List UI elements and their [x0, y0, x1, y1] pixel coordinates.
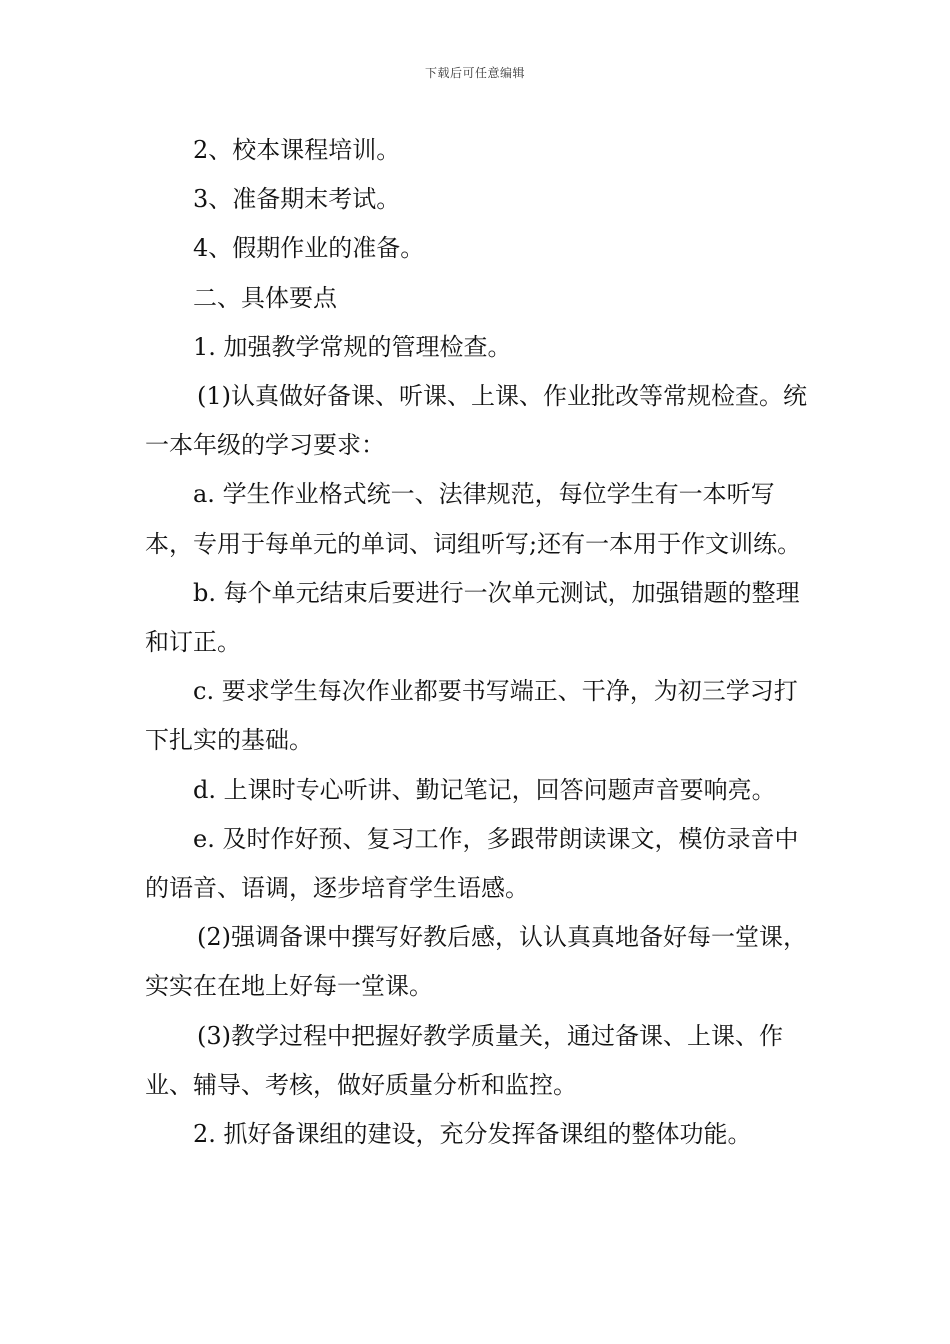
requirement-d: d. 上课时专心听讲、勤记笔记，回答问题声音要响亮。 — [193, 775, 776, 804]
point-1-heading: 1. 加强教学常规的管理检查。 — [193, 332, 512, 361]
point-2-heading: 2. 抓好备课组的建设，充分发挥备课组的整体功能。 — [193, 1120, 752, 1149]
paragraph-item-4: 4、假期作业的准备。 — [193, 234, 425, 263]
document-body — [145, 126, 815, 1159]
subpoint-2: (2)强调备课中撰写好教后感，认认真真地备好每一堂课，实实在在地上好每一堂课。 — [145, 923, 807, 1001]
page-header: 下载后可任意编辑 — [424, 66, 525, 80]
paragraph-item-3: 3、准备期末考试。 — [193, 185, 401, 214]
requirement-e: e. 及时作好预、复习工作，多跟带朗读课文，模仿录音中的语音、语调，逐步培育学生语感。 — [145, 824, 799, 903]
requirement-c: c. 要求学生每次作业都要书写端正、干净，为初三学习打下扎实的基础。 — [145, 677, 798, 755]
section-heading: 二、具体要点 — [193, 283, 337, 312]
requirement-b: b. 每个单元结束后要进行一次单元测试，加强错题的整理和订正。 — [145, 578, 800, 657]
subpoint-3: (3)教学过程中把握好教学质量关，通过备课、上课、作业、辅导、考核，做好质量分析和监控。 — [145, 1021, 783, 1099]
subpoint-1: (1)认真做好备课、听课、上课、作业批改等常规检查。统一本年级的学习要求： — [145, 382, 807, 460]
requirement-a: a. 学生作业格式统一、法律规范，每位学生有一本听写本，专用于每单元的单词、词组听写;还有一本用于作文训练。 — [145, 480, 802, 558]
paragraph-item-2: 2、校本课程培训。 — [193, 136, 401, 164]
